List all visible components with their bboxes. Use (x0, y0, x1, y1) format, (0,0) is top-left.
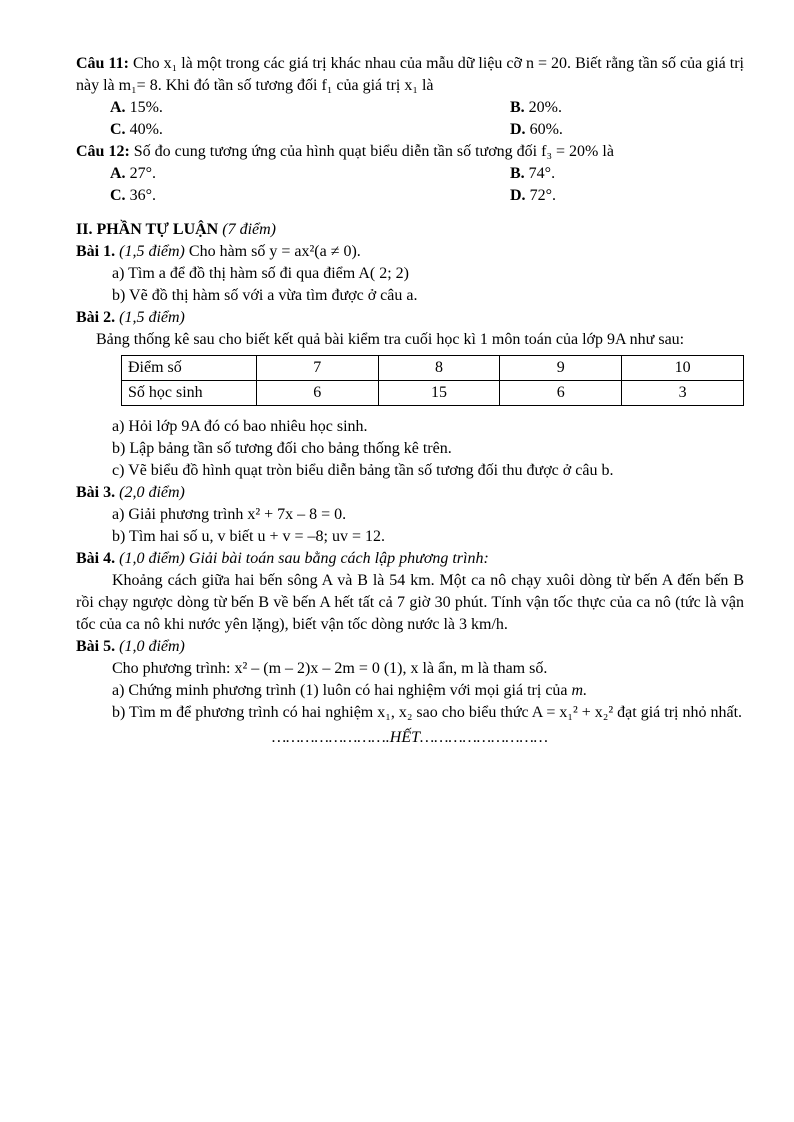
table-row-students (122, 381, 744, 406)
section-ii-points: (7 điểm) (218, 221, 276, 238)
table-cell: Số học sinh (122, 381, 257, 406)
bai5-part-b: b) Tìm m để phương trình có hai nghiệm x₁, x₂ sao cho biểu thức A = x₁² + x₂² đạt giá trị nhỏ nhất. (112, 704, 743, 721)
bai1-part-a: a) Tìm a để đồ thị hàm số đi qua điểm A( 2; 2) (112, 265, 409, 282)
bai3-heading (76, 482, 744, 504)
question-11-option-d (510, 119, 744, 141)
bai2-part-c: c) Vẽ biểu đồ hình quạt tròn biểu diễn bảng tần số tương đối thu được ở câu b. (112, 462, 614, 479)
table-cell: 3 (622, 381, 744, 406)
bai4-points-and-note: (1,0 điểm) Giải bài toán sau bằng cách lập phương trình: (115, 550, 489, 567)
table-cell: 6 (500, 381, 622, 406)
option-letter: A. (110, 99, 126, 116)
bai2-part-b: b) Lập bảng tần số tương đối cho bảng thống kê trên. (112, 440, 452, 457)
option-text: 15%. (125, 99, 163, 116)
option-letter: D. (510, 187, 526, 204)
bai4-body: Khoảng cách giữa hai bến sông A và B là 54 km. Một ca nô chạy xuôi dòng từ bến A đến bến B rồi chạy ngược dòng từ bến B về bến A hết tất cả 7 giờ 30 phút. Tính vận tốc thực của ca nô (tức là vận tốc của ca nô khi nước yên lặng), biết vận tốc dòng nước là 3 km/h. (76, 572, 744, 633)
bai3-points: (2,0 điểm) (115, 484, 185, 501)
option-text: 40%. (125, 121, 163, 138)
question-12-option-b (510, 163, 744, 185)
bai1-part-b: b) Vẽ đồ thị hàm số với a vừa tìm được ở câu a. (112, 287, 418, 304)
bai5-part-a-variable: m. (571, 682, 588, 699)
bai5-part-a-text: a) Chứng minh phương trình (1) luôn có hai nghiệm với mọi giá trị của (112, 682, 572, 699)
question-12-option-d (510, 185, 744, 207)
bai5-points: (1,0 điểm) (115, 638, 185, 655)
question-11-option-b (510, 97, 744, 119)
question-12-label: Câu 12: (76, 143, 130, 160)
option-text: 74°. (524, 165, 556, 182)
bai1-label: Bài 1. (76, 243, 116, 260)
question-11-options-row-1 (76, 97, 744, 119)
option-text: 27°. (125, 165, 156, 182)
question-11-options-row-2 (76, 119, 744, 141)
bai2-intro: Bảng thống kê sau cho biết kết quả bài kiểm tra cuối học kì 1 môn toán của lớp 9A như sau: (96, 331, 685, 348)
option-letter: D. (510, 121, 526, 138)
bai1-points: (1,5 điểm) (115, 243, 185, 260)
bai3-part-a: a) Giải phương trình x² + 7x – 8 = 0. (112, 506, 347, 523)
bai5-part-a (76, 680, 744, 702)
table-cell: 10 (622, 356, 744, 381)
table-cell: 8 (378, 356, 500, 381)
option-text: 60%. (525, 121, 563, 138)
question-12-options-row-2 (76, 185, 744, 207)
question-12-option-c (110, 185, 510, 207)
bai5-heading (76, 636, 744, 658)
bai1-text: Cho hàm số y = ax²(a ≠ 0). (184, 243, 361, 260)
table-cell: 15 (378, 381, 500, 406)
bai5-label: Bài 5. (76, 638, 116, 655)
bai2-heading (76, 307, 744, 329)
section-ii-title: II. PHẦN TỰ LUẬN (76, 221, 219, 238)
table-cell: Điểm số (122, 356, 257, 381)
bai2-points: (1,5 điểm) (115, 309, 185, 326)
option-letter: C. (110, 187, 126, 204)
question-11-text: Cho x₁ là một trong các giá trị khác nhau của mẫu dữ liệu cỡ n = 20. Biết rằng tần số của giá trị này là m₁= 8. Khi đó tần số tương đối f₁ của giá trị x₁ là (76, 55, 744, 94)
question-12-options-row-1 (76, 163, 744, 185)
question-11-option-a (110, 97, 510, 119)
table-cell: 6 (256, 381, 378, 406)
bai3-label: Bài 3. (76, 484, 116, 501)
option-text: 36°. (125, 187, 156, 204)
bai2-label: Bài 2. (76, 309, 116, 326)
score-table (121, 355, 744, 406)
section-ii-heading (76, 219, 744, 241)
option-text: 72°. (525, 187, 556, 204)
option-letter: A. (110, 165, 126, 182)
bai4-heading (76, 548, 744, 570)
question-11-option-c (110, 119, 510, 141)
question-11-label: Câu 11: (76, 55, 129, 72)
option-letter: B. (510, 99, 525, 116)
option-text: 20%. (524, 99, 562, 116)
end-of-exam-line: …………………….HẾT……………………… (271, 729, 549, 746)
bai4-label: Bài 4. (76, 550, 116, 567)
table-row-scores (122, 356, 744, 381)
question-12-text: Số đo cung tương ứng của hình quạt biểu diễn tần số tương đối f₃ = 20% là (129, 143, 614, 160)
option-letter: C. (110, 121, 126, 138)
bai2-part-a: a) Hỏi lớp 9A đó có bao nhiêu học sinh. (112, 418, 368, 435)
bai1-heading (76, 241, 744, 263)
option-letter: B. (510, 165, 525, 182)
question-11-stem (76, 53, 744, 97)
table-cell: 7 (256, 356, 378, 381)
question-12-option-a (110, 163, 510, 185)
question-12-stem (76, 141, 744, 163)
table-cell: 9 (500, 356, 622, 381)
bai3-part-b: b) Tìm hai số u, v biết u + v = –8; uv = 12. (112, 528, 385, 545)
bai5-intro: Cho phương trình: x² – (m – 2)x – 2m = 0 (1), x là ẩn, m là tham số. (112, 660, 548, 677)
